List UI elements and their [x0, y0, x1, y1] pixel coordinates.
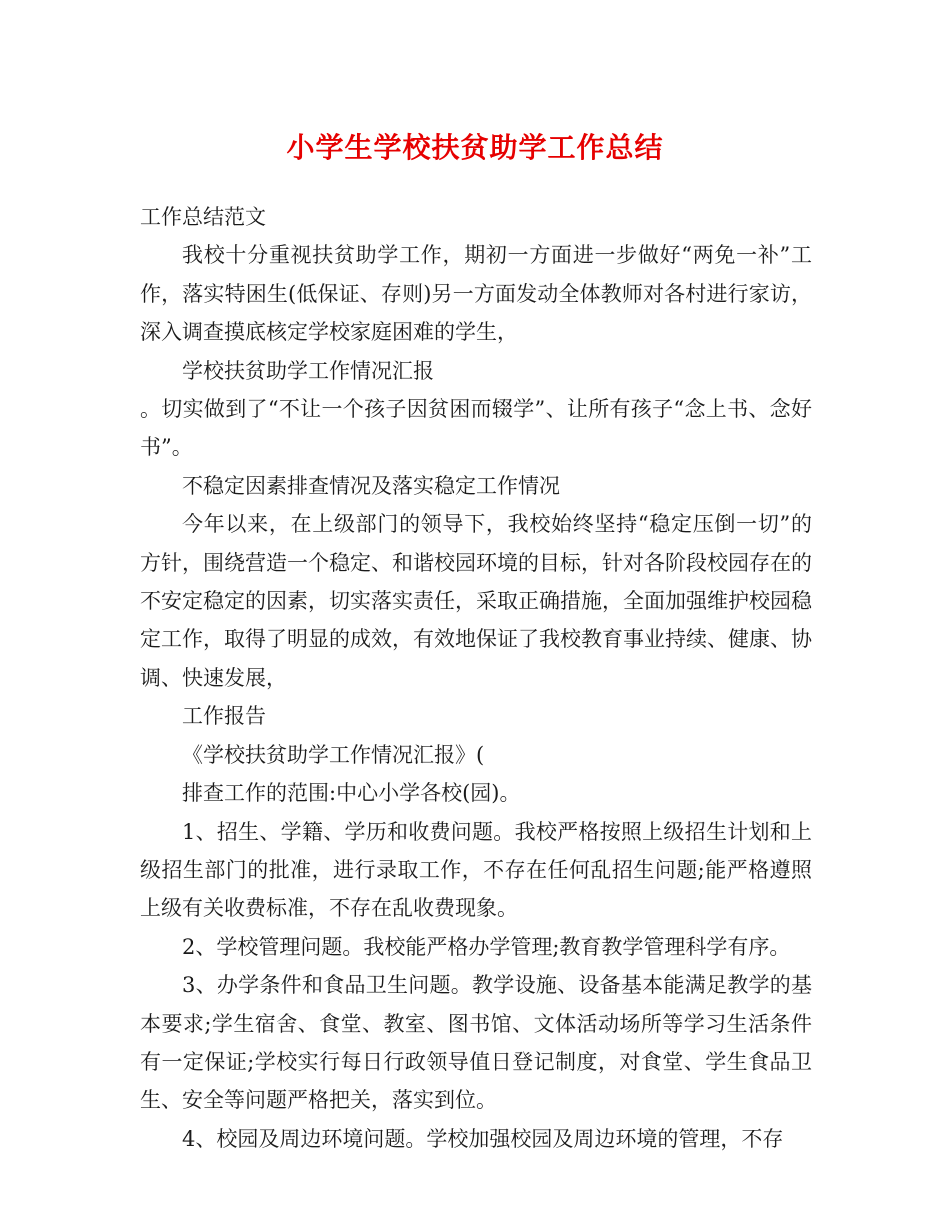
paragraph-heading: 工作报告 [182, 704, 266, 729]
document-title: 小学生学校扶贫助学工作总结 [286, 131, 664, 164]
paragraph-subtitle: 工作总结范文 [140, 205, 266, 229]
paragraph: 。切实做到了“不让一个孩子因贫困而辍学”、让所有孩子“念上书、念好书”。 [140, 397, 812, 460]
paragraph-heading: 学校扶贫助学工作情况汇报 [182, 358, 434, 383]
paragraph: 今年以来，在上级部门的领导下，我校始终坚持“稳定压倒一切”的方针，围绕营造一个稳定、和谐校园环境的目标，针对各阶段校园存在的不安定稳定的因素，切实落实责任，采取正确措施，全面加强维护校园稳定工作，取得了明显的成效，有效地保证了我校教育事业持续、健康、协调、快速发展， [140, 512, 812, 690]
paragraph: 我校十分重视扶贫助学工作，期初一方面进一步做好“两免一补”工作，落实特困生(低保证、存则)另一方面发动全体教师对各村进行家访，深入调查摸底核定学校家庭困难的学生， [140, 243, 812, 345]
document-body [140, 198, 812, 1158]
list-item: 4、校园及周边环境问题。学校加强校园及周边环境的管理，不存 [182, 1126, 784, 1151]
list-item: 1、招生、学籍、学历和收费问题。我校严格按照上级招生计划和上级招生部门的批准，进行录取工作，不存在任何乱招生问题;能严格遵照上级有关收费标准，不存在乱收费现象。 [140, 819, 812, 921]
list-item: 3、办学条件和食品卫生问题。教学设施、设备基本能满足教学的基本要求;学生宿舍、食堂、教室、图书馆、文体活动场所等学习生活条件有一定保证;学校实行每日行政领导值日登记制度，对食堂、学生食品卫生、安全等问题严格把关，落实到位。 [140, 973, 812, 1113]
paragraph-heading: 《学校扶贫助学工作情况汇报》( [182, 742, 485, 767]
list-item: 2、学校管理问题。我校能严格办学管理;教育教学管理科学有序。 [182, 934, 791, 959]
paragraph-heading: 不稳定因素排查情况及落实稳定工作情况 [182, 473, 560, 498]
paragraph: 排查工作的范围:中心小学各校(园)。 [182, 781, 521, 806]
